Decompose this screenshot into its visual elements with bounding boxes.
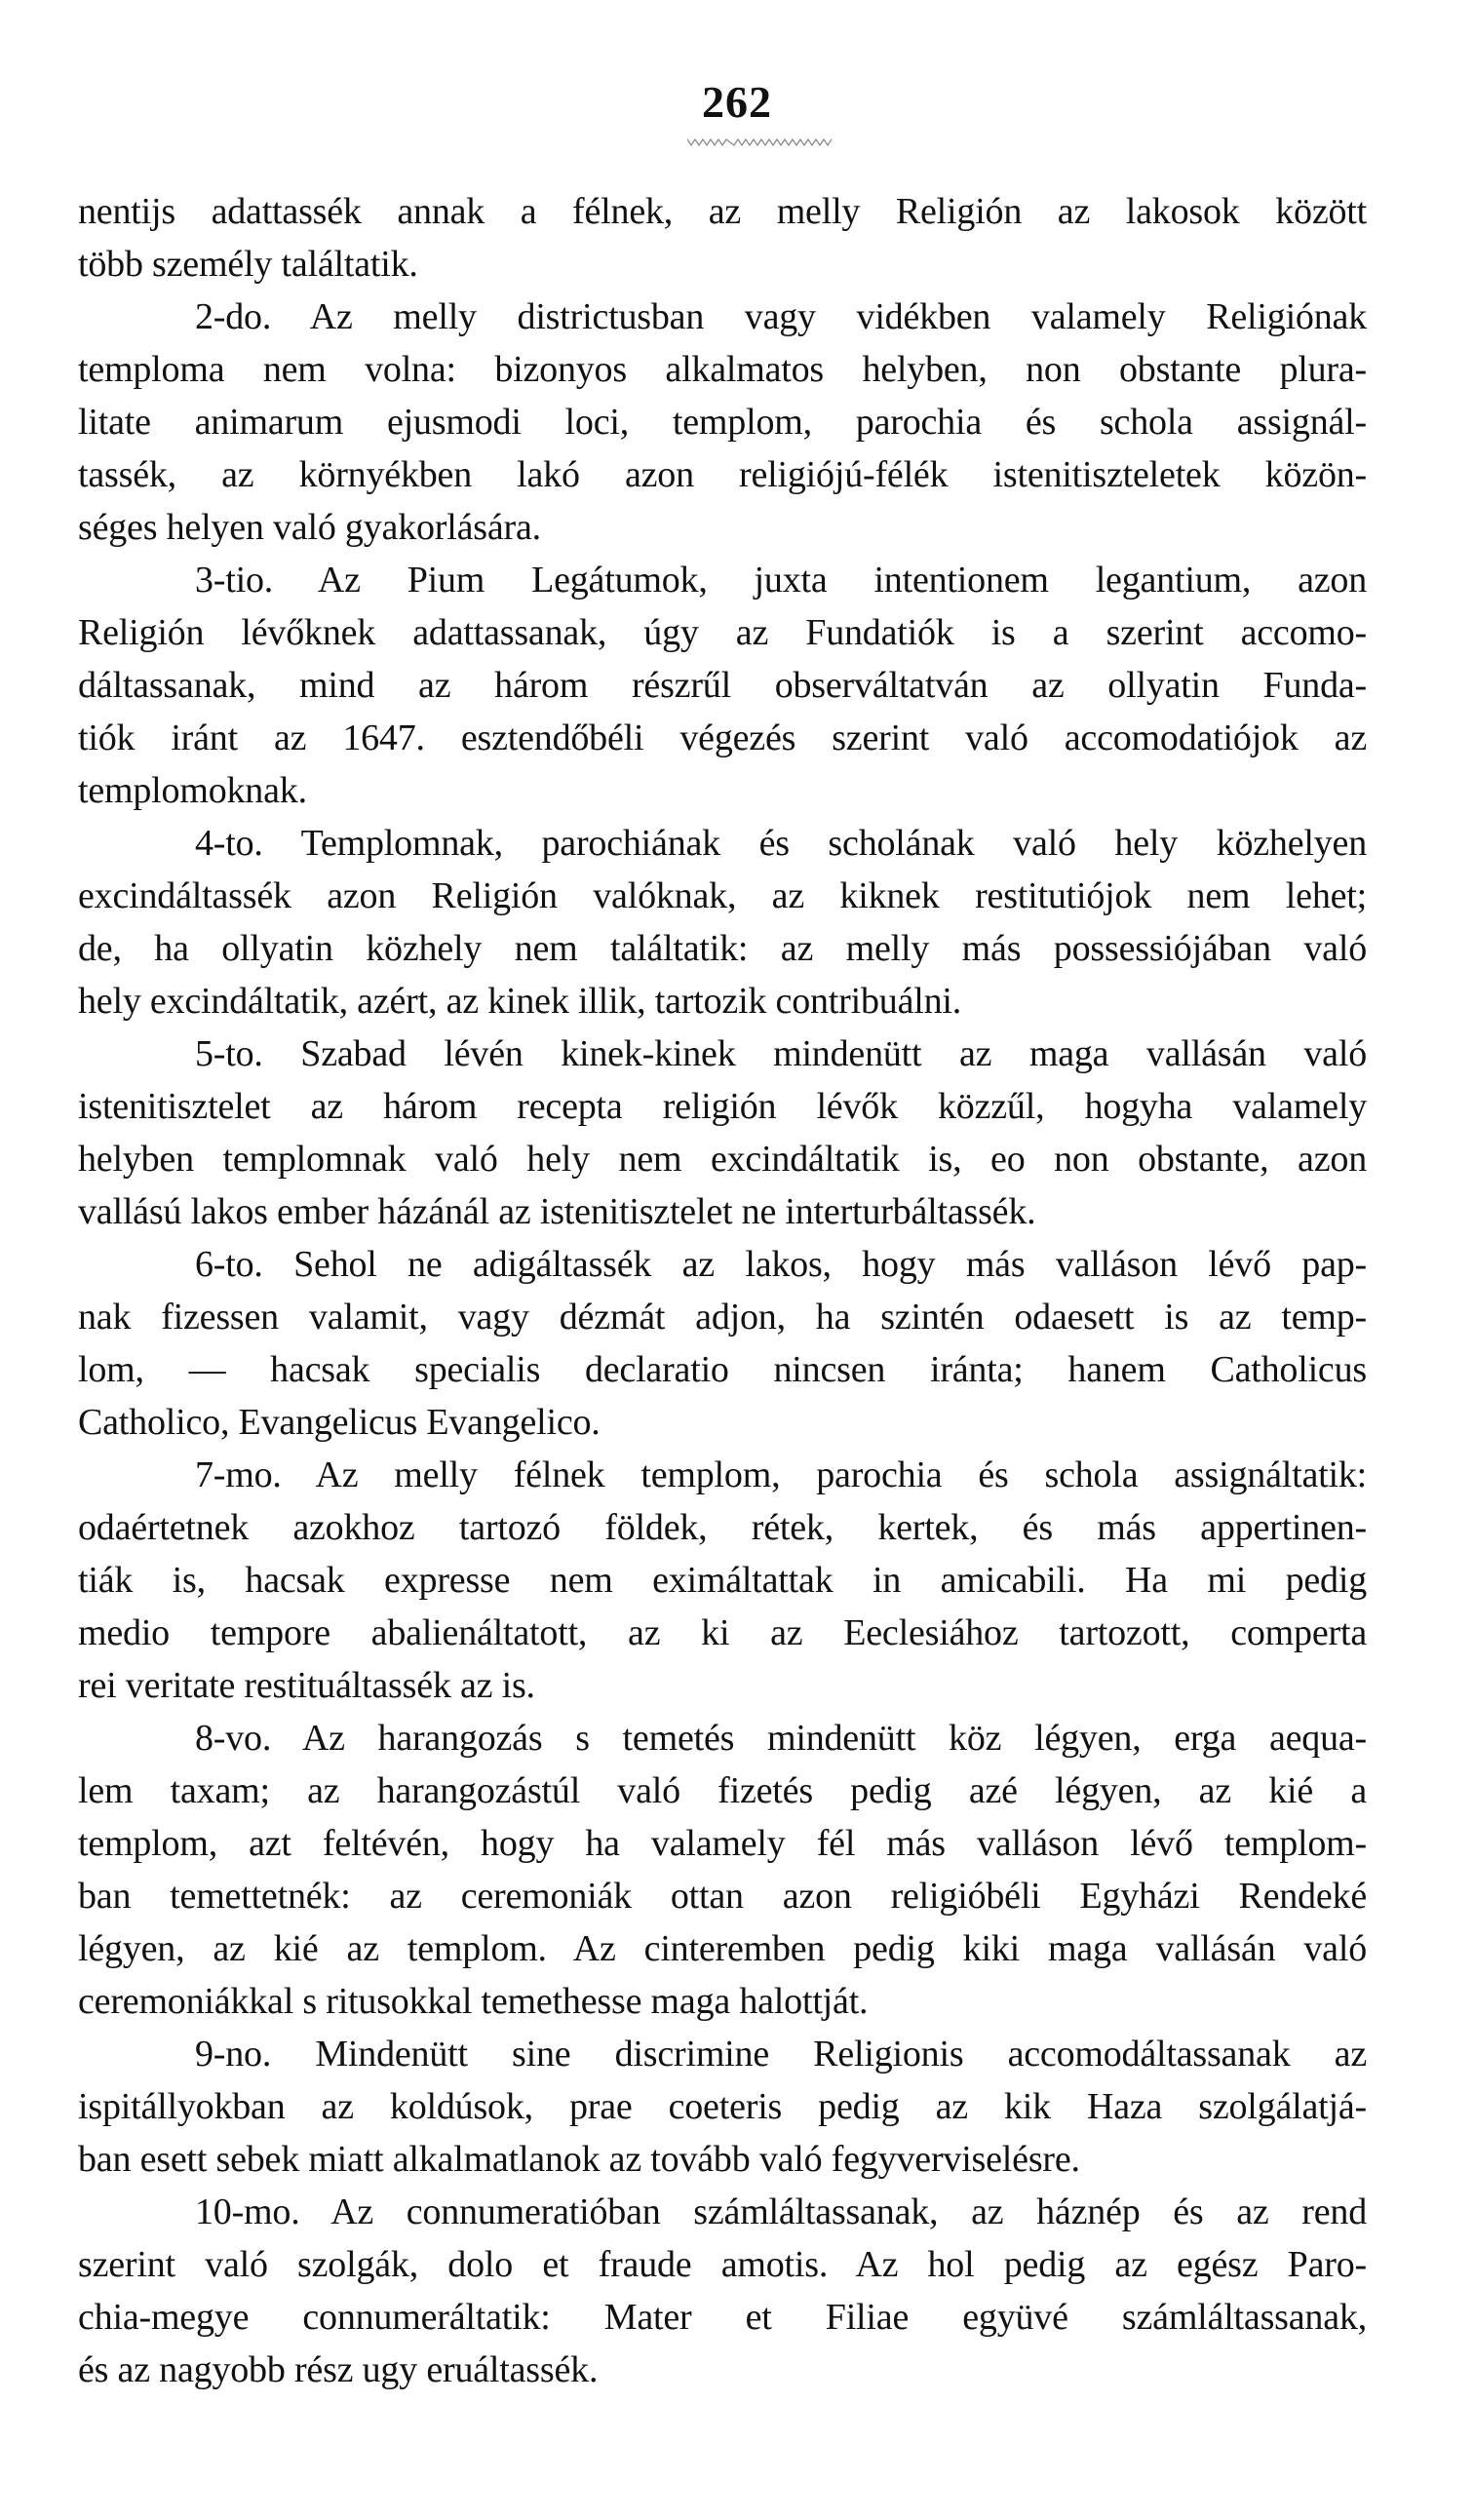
paragraph xyxy=(78,554,1367,817)
text-line: lem taxam; az harangozástúl való fizetés pedig azé légyen, az kié a xyxy=(78,1770,1367,1811)
ornament-divider xyxy=(687,136,834,148)
text-line: temploma nem volna: bizonyos alkalmatos helyben, non obstante plura- xyxy=(78,349,1367,390)
paragraph xyxy=(78,2028,1367,2186)
paragraph xyxy=(78,1449,1367,1712)
text-line: dáltassanak, mind az három részrűl observáltatván az ollyatin Funda- xyxy=(78,665,1367,706)
text-line: 3-tio. Az Pium Legátumok, juxta intentionem legantium, azon xyxy=(195,560,1367,601)
text-line: ban esett sebek miatt alkalmatlanok az tovább való fegyverviselésre. xyxy=(78,2139,1080,2180)
text-line: 10-mo. Az connumeratióban számláltassanak, az háznép és az rend xyxy=(195,2191,1367,2232)
text-line: szerint való szolgák, dolo et fraude amotis. Az hol pedig az egész Paro- xyxy=(78,2244,1367,2285)
text-line: 6-to. Sehol ne adigáltassék az lakos, hogy más valláson lévő pap- xyxy=(195,1244,1367,1285)
text-line: légyen, az kié az templom. Az cinteremben pedig kiki maga vallásán való xyxy=(78,1928,1367,1969)
text-line: tiák is, hacsak expresse nem eximáltattak in amicabili. Ha mi pedig xyxy=(78,1560,1367,1601)
text-line: ceremoniákkal s ritusokkal temethesse maga halottját. xyxy=(78,1981,869,2022)
text-line: nak fizessen valamit, vagy dézmát adjon, ha szintén odaesett is az temp- xyxy=(78,1297,1367,1338)
paragraph xyxy=(78,817,1367,1027)
paragraph xyxy=(78,185,1367,291)
text-line: 9-no. Mindenütt sine discrimine Religionis accomodáltassanak az xyxy=(195,2034,1367,2074)
text-line: chia-megye connumeráltatik: Mater et Filiae együvé számláltassanak, xyxy=(78,2297,1367,2338)
text-line: több személy találtatik. xyxy=(78,244,418,285)
text-line: Religión lévőknek adattassanak, úgy az Fundatiók is a szerint accomo- xyxy=(78,612,1367,653)
paragraph xyxy=(78,1027,1367,1238)
text-line: 2-do. Az melly districtusban vagy vidékben valamely Religiónak xyxy=(195,296,1367,337)
text-line: 5-to. Szabad lévén kinek-kinek mindenütt az maga vallásán való xyxy=(195,1033,1367,1074)
body-text xyxy=(78,185,1367,2396)
text-line: 8-vo. Az harangozás s temetés mindenütt köz légyen, erga aequa- xyxy=(195,1718,1367,1759)
text-line: tassék, az környékben lakó azon religiójú-félék istenitiszteletek közön- xyxy=(78,454,1367,495)
text-line: lom, — hacsak specialis declaratio nincsen iránta; hanem Catholicus xyxy=(78,1349,1367,1390)
text-line: templomoknak. xyxy=(78,770,307,811)
text-line: templom, azt feltévén, hogy ha valamely fél más valláson lévő templom- xyxy=(78,1823,1367,1864)
text-line: rei veritate restituáltassék az is. xyxy=(78,1665,535,1706)
text-line: 4-to. Templomnak, parochiának és scholának való hely közhelyen xyxy=(195,823,1367,864)
text-line: medio tempore abalienáltatott, az ki az Eeclesiához tartozott, comperta xyxy=(78,1612,1367,1653)
text-line: séges helyen való gyakorlására. xyxy=(78,507,541,548)
text-line: vallású lakos ember házánál az istenitisztelet ne interturbáltassék. xyxy=(78,1191,1036,1232)
text-line: litate animarum ejusmodi loci, templom, parochia és schola assignál- xyxy=(78,402,1367,443)
text-line: 7-mo. Az melly félnek templom, parochia és schola assignáltatik: xyxy=(195,1454,1367,1495)
page-number: 262 xyxy=(702,77,772,127)
paragraph xyxy=(78,1238,1367,1449)
paragraph xyxy=(78,1712,1367,2028)
text-line: helyben templomnak való hely nem excindáltatik is, eo non obstante, azon xyxy=(78,1139,1367,1180)
paragraph xyxy=(78,2186,1367,2396)
text-line: ban temettetnék: az ceremoniák ottan azon religióbéli Egyházi Rendeké xyxy=(78,1876,1367,1917)
text-line: istenitisztelet az három recepta religión lévők közzűl, hogyha valamely xyxy=(78,1086,1367,1127)
text-line: nentijs adattassék annak a félnek, az melly Religión az lakosok között xyxy=(78,191,1367,232)
text-line: excindáltassék azon Religión valóknak, az kiknek restitutiójok nem lehet; xyxy=(78,875,1367,916)
text-line: odaértetnek azokhoz tartozó földek, rétek, kertek, és más appertinen- xyxy=(78,1507,1367,1548)
text-line: tiók iránt az 1647. esztendőbéli végezés szerint való accomodatiójok az xyxy=(78,717,1367,758)
text-line: de, ha ollyatin közhely nem találtatik: az melly más possessiójában való xyxy=(78,928,1367,969)
text-line: hely excindáltatik, azért, az kinek illik, tartozik contribuálni. xyxy=(78,981,962,1022)
text-line: Catholico, Evangelicus Evangelico. xyxy=(78,1402,601,1443)
paragraph xyxy=(78,291,1367,554)
text-line: és az nagyobb rész ugy eruáltassék. xyxy=(78,2349,599,2390)
text-line: ispitállyokban az koldúsok, prae coeteris pedig az kik Haza szolgálatjá- xyxy=(78,2086,1367,2127)
